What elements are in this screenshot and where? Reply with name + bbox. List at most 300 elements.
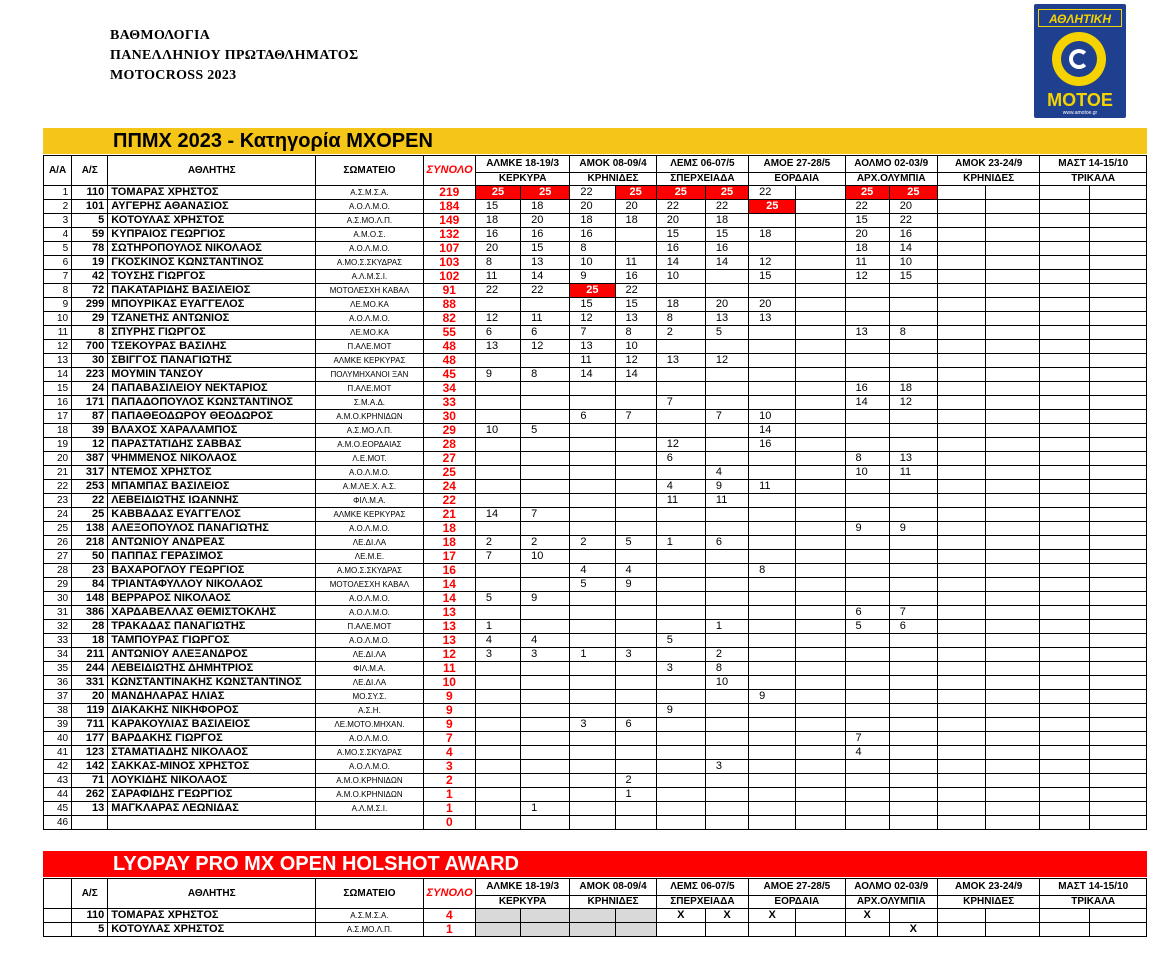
row-number: 2 [44,200,72,214]
moto-points [889,368,937,382]
moto-points [1089,522,1146,536]
moto-points: 12 [889,396,937,410]
rider-number: 386 [72,606,108,620]
moto-points [796,508,845,522]
hs-round-7-date: ΜΑΣΤ 14-15/10 [1040,879,1147,896]
moto-points: 5 [705,326,748,340]
moto-points: 1 [705,620,748,634]
moto-points [1040,788,1089,802]
moto-points [521,620,570,634]
moto-points [656,578,705,592]
moto-points [889,676,937,690]
table-row [44,494,1147,508]
moto-points [1089,326,1146,340]
moto-points [656,424,705,438]
moto-points [475,466,520,480]
rider-club: ΛΕ.ΔΙ.ΛΑ [316,536,423,550]
moto-points: 7 [475,550,520,564]
moto-points: 6 [705,536,748,550]
moto-points: 18 [475,214,520,228]
moto-points [475,564,520,578]
moto-points [615,480,656,494]
rider-number: 171 [72,396,108,410]
rider-club [316,816,423,830]
rider-club: Α.Λ.Μ.Σ.Ι. [316,270,423,284]
moto-points: 3 [475,648,520,662]
moto-points: 15 [749,270,796,284]
table-row [44,466,1147,480]
moto-points [1089,228,1146,242]
moto-points [1089,214,1146,228]
moto-points [1040,578,1089,592]
moto-points [986,438,1040,452]
hs-col-as-header: Α/Σ [72,879,108,909]
rider-number: 317 [72,466,108,480]
moto-points: 5 [521,424,570,438]
moto-points [570,382,615,396]
moto-points: 2 [705,648,748,662]
moto-points: 13 [570,340,615,354]
moto-points [705,508,748,522]
moto-points [845,648,889,662]
rider-number: 262 [72,788,108,802]
rider-name: ΑΛΕΞΟΠΟΥΛΟΣ ΠΑΝΑΓΙΩΤΗΣ [108,522,316,536]
moto-points [1089,620,1146,634]
moto-points: 10 [705,676,748,690]
moto-points [845,634,889,648]
rider-total: 55 [423,326,475,340]
moto-points [656,732,705,746]
moto-points: 8 [705,662,748,676]
moto-points [570,774,615,788]
rider-club: Σ.Μ.Α.Δ. [316,396,423,410]
holeshot-mark [475,909,520,923]
rider-total: 149 [423,214,475,228]
moto-points [1040,676,1089,690]
moto-points [937,382,985,396]
rider-number: 78 [72,242,108,256]
moto-points: 22 [845,200,889,214]
moto-points [937,704,985,718]
moto-points: 3 [705,760,748,774]
table-row [44,242,1147,256]
moto-points: 11 [615,256,656,270]
moto-points [749,284,796,298]
rider-club: Α.ΜΟ.Σ.ΣΚΥΔΡΑΣ [316,564,423,578]
moto-points [705,774,748,788]
moto-points [986,270,1040,284]
header-row-dates [44,156,1147,173]
table-row [44,704,1147,718]
moto-points: 25 [705,186,748,200]
moto-points [796,284,845,298]
moto-points: 13 [615,312,656,326]
moto-points: 3 [521,648,570,662]
moto-points [521,816,570,830]
moto-points [845,340,889,354]
moto-points [1089,480,1146,494]
rider-number: 19 [72,256,108,270]
moto-points [889,760,937,774]
table-row [44,592,1147,606]
moto-points [1040,396,1089,410]
row-number: 30 [44,592,72,606]
row-number: 44 [44,788,72,802]
moto-points [705,578,748,592]
table-row [44,368,1147,382]
moto-points [889,788,937,802]
moto-points [570,690,615,704]
moto-points [475,802,520,816]
rider-number: 148 [72,592,108,606]
moto-points: 12 [570,312,615,326]
rider-number: 13 [72,802,108,816]
moto-points [656,382,705,396]
moto-points [1089,718,1146,732]
moto-points [1040,718,1089,732]
moto-points: 16 [615,270,656,284]
moto-points [1040,522,1089,536]
hs-round-1-venue: ΚΕΡΚΥΡΑ [475,896,569,909]
table-row [44,746,1147,760]
moto-points [1089,578,1146,592]
moto-points [889,410,937,424]
moto-points: 5 [845,620,889,634]
rider-number: 30 [72,354,108,368]
holeshot-mark [475,923,520,937]
moto-points [656,564,705,578]
holeshot-row [44,923,1147,937]
col-as-header: Α/Σ [72,156,108,186]
holeshot-mark [521,909,570,923]
holeshot-mark: X [749,909,796,923]
moto-points [845,298,889,312]
moto-points [845,774,889,788]
moto-points [570,606,615,620]
moto-points: 4 [615,564,656,578]
moto-points [986,368,1040,382]
row-number: 17 [44,410,72,424]
moto-points [475,774,520,788]
moto-points [615,522,656,536]
moto-points [1089,396,1146,410]
moto-points [986,550,1040,564]
moto-points [570,634,615,648]
moto-points [1040,312,1089,326]
moto-points [1040,704,1089,718]
table-row [44,200,1147,214]
standings-table [43,155,1147,830]
moto-points [656,676,705,690]
moto-points [937,732,985,746]
moto-points [705,452,748,466]
moto-points [475,298,520,312]
moto-points [475,578,520,592]
rider-club: Α.Ο.Λ.Μ.Ο. [316,466,423,480]
moto-points [656,368,705,382]
hs-rider-club: Α.Σ.Μ.Σ.Α. [316,909,423,923]
holeshot-mark [937,923,985,937]
moto-points: 16 [521,228,570,242]
moto-points [705,732,748,746]
moto-points [986,620,1040,634]
moto-points [889,774,937,788]
moto-points [986,634,1040,648]
rider-number: 42 [72,270,108,284]
header-line-1: ΒΑΘΜΟΛΟΓΙΑ [110,28,211,43]
moto-points [937,718,985,732]
moto-points [986,256,1040,270]
logo-bottom-text: ΜΟΤΟΕ [1047,90,1113,110]
holeshot-mark [845,923,889,937]
moto-points [796,662,845,676]
rider-total: 25 [423,466,475,480]
moto-points [986,326,1040,340]
moto-points [796,340,845,354]
moto-points [986,732,1040,746]
col-aa-header: Α/Α [44,156,72,186]
moto-points [796,704,845,718]
rider-number: 12 [72,438,108,452]
moto-points [796,298,845,312]
moto-points [475,746,520,760]
moto-points: 1 [615,788,656,802]
rider-club: Α.Σ.ΜΟ.Λ.Π. [316,424,423,438]
moto-points [1040,242,1089,256]
moto-points [1089,494,1146,508]
holeshot-mark [937,909,985,923]
rider-total: 13 [423,634,475,648]
rider-name: ΒΕΡΡΑΡΟΣ ΝΙΚΟΛΑΟΣ [108,592,316,606]
moto-points [889,536,937,550]
round-7-venue: ΤΡΙΚΑΛΑ [1040,173,1147,186]
rider-name: ΑΝΤΩΝΙΟΥ ΑΛΕΞΑΝΔΡΟΣ [108,648,316,662]
moto-points [749,816,796,830]
round-1-date: ΑΛΜΚΕ 18-19/3 [475,156,569,173]
moto-points [705,522,748,536]
moto-points: 14 [889,242,937,256]
moto-points [1089,606,1146,620]
moto-points [986,494,1040,508]
moto-points: 6 [615,718,656,732]
moto-points [656,606,705,620]
rider-total: 16 [423,564,475,578]
moto-points [521,466,570,480]
moto-points [749,242,796,256]
rider-name: ΨΗΜΜΕΝΟΣ ΝΙΚΟΛΑΟΣ [108,452,316,466]
moto-points: 3 [615,648,656,662]
moto-points [889,746,937,760]
moto-points [796,368,845,382]
moto-points [705,718,748,732]
moto-points [845,816,889,830]
holeshot-mark [1089,909,1146,923]
rider-total: 17 [423,550,475,564]
row-number: 36 [44,676,72,690]
moto-points [570,508,615,522]
rider-number: 711 [72,718,108,732]
moto-points [656,340,705,354]
moto-points [705,550,748,564]
moto-points [615,620,656,634]
moto-points [749,396,796,410]
row-number: 29 [44,578,72,592]
moto-points: 5 [615,536,656,550]
moto-points: 10 [889,256,937,270]
moto-points [1089,634,1146,648]
rider-club: Α.Ο.Λ.Μ.Ο. [316,312,423,326]
moto-points [570,746,615,760]
table-row [44,774,1147,788]
moto-points [889,550,937,564]
moto-points [937,466,985,480]
moto-points [749,774,796,788]
moto-points [1040,382,1089,396]
moto-points [615,634,656,648]
moto-points [845,550,889,564]
moto-points [845,788,889,802]
round-3-date: ΛΕΜΣ 06-07/5 [656,156,748,173]
rider-total: 107 [423,242,475,256]
rider-number: 39 [72,424,108,438]
moto-points: 7 [845,732,889,746]
moto-points [796,522,845,536]
rider-club: Α.Ο.Λ.Μ.Ο. [316,634,423,648]
moto-points: 10 [521,550,570,564]
holeshot-mark: X [845,909,889,923]
rider-name: ΣΑΚΚΑΣ-ΜΙΝΟΣ ΧΡΗΣΤΟΣ [108,760,316,774]
moto-points [986,186,1040,200]
moto-points [475,788,520,802]
moto-points [796,396,845,410]
row-number: 6 [44,256,72,270]
moto-points [937,816,985,830]
moto-points [937,368,985,382]
moto-points: 10 [570,256,615,270]
moto-points [986,298,1040,312]
moto-points [705,284,748,298]
moto-points: 18 [656,298,705,312]
moto-points: 18 [521,200,570,214]
moto-points [521,746,570,760]
moto-points [937,270,985,284]
moto-points [986,284,1040,298]
moto-points: 16 [889,228,937,242]
moto-points [705,704,748,718]
moto-points: 6 [656,452,705,466]
row-number: 16 [44,396,72,410]
hs-round-6-venue: ΚΡΗΝΙΔΕΣ [937,896,1039,909]
moto-points [749,788,796,802]
moto-points: 8 [889,326,937,340]
row-number: 13 [44,354,72,368]
moto-points [615,732,656,746]
moto-points: 6 [521,326,570,340]
moto-points [986,536,1040,550]
moto-points [796,816,845,830]
moto-points [937,676,985,690]
moto-points [986,522,1040,536]
moto-points: 11 [521,312,570,326]
moto-points [1040,494,1089,508]
hs-rider-number: 110 [72,909,108,923]
moto-points [656,592,705,606]
moto-points [705,438,748,452]
moto-points [986,242,1040,256]
moto-points [937,746,985,760]
moto-points: 25 [656,186,705,200]
table-row [44,228,1147,242]
rider-number: 22 [72,494,108,508]
moto-points: 14 [570,368,615,382]
moto-points [570,494,615,508]
moto-points [986,396,1040,410]
moto-points [615,396,656,410]
moto-points [845,312,889,326]
moto-points [1089,312,1146,326]
moto-points [1040,284,1089,298]
moto-points: 4 [705,466,748,480]
holeshot-table [43,878,1147,937]
moto-points [845,536,889,550]
rider-name: ΣΒΙΓΓΟΣ ΠΑΝΑΓΙΩΤΗΣ [108,354,316,368]
holeshot-mark: X [889,923,937,937]
moto-points: 14 [749,424,796,438]
moto-points: 18 [845,242,889,256]
table-row [44,284,1147,298]
moto-points [749,466,796,480]
moto-points: 2 [656,326,705,340]
moto-points [1040,466,1089,480]
moto-points [889,564,937,578]
moto-points: 9 [475,368,520,382]
row-number: 18 [44,424,72,438]
moto-points [615,228,656,242]
moto-points: 25 [889,186,937,200]
rider-club: Α.Ο.Λ.Μ.Ο. [316,606,423,620]
rider-number: 71 [72,774,108,788]
moto-points [796,438,845,452]
moto-points: 20 [889,200,937,214]
moto-points [845,802,889,816]
moto-points [796,550,845,564]
moto-points: 13 [656,354,705,368]
moto-points [796,648,845,662]
hs-col-total-header: ΣΥΝΟΛΟ [423,879,475,909]
moto-points [937,564,985,578]
moto-points: 22 [705,200,748,214]
rider-total: 82 [423,312,475,326]
moto-points [749,704,796,718]
moto-points [937,634,985,648]
moto-points [1040,228,1089,242]
moto-points [1089,536,1146,550]
moto-points [1089,592,1146,606]
rider-number: 59 [72,228,108,242]
hs-round-7-venue: ΤΡΙΚΑΛΑ [1040,896,1147,909]
moto-points [845,354,889,368]
moto-points [937,438,985,452]
holeshot-mark [1089,923,1146,937]
logo-emblem-icon [1052,32,1106,86]
moto-points [615,466,656,480]
moto-points [1040,326,1089,340]
moto-points: 22 [749,186,796,200]
moto-points [845,662,889,676]
moto-points: 20 [570,200,615,214]
rider-number: 87 [72,410,108,424]
moto-points [986,802,1040,816]
